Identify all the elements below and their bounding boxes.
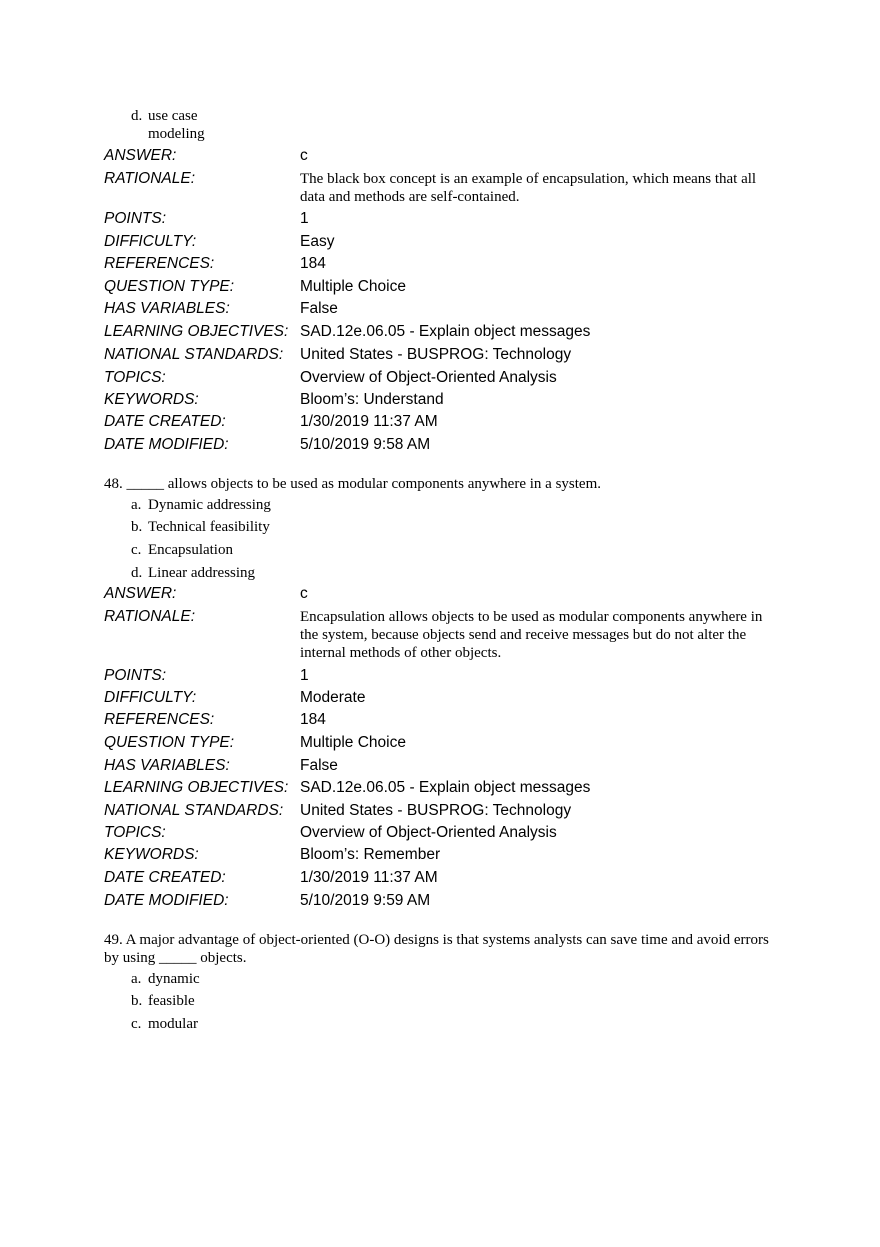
- ns-label: NATIONAL STANDARDS:: [104, 346, 284, 363]
- q47-modified-row: [104, 436, 784, 458]
- created-value: 1/30/2019 11:37 AM: [300, 413, 438, 430]
- ns-value: United States - BUSPROG: Technology: [300, 802, 572, 819]
- points-label: POINTS:: [104, 667, 167, 684]
- option-text: Linear addressing: [148, 565, 256, 581]
- q48-lo-row: [104, 779, 784, 801]
- rationale-label: RATIONALE:: [104, 608, 196, 625]
- q48-option-d: [131, 564, 255, 582]
- q49-option-c: [131, 1015, 198, 1033]
- q47-difficulty-row: [104, 233, 784, 255]
- references-label: REFERENCES:: [104, 255, 215, 272]
- q48-keywords-row: [104, 846, 784, 868]
- q48-topics-row: [104, 824, 784, 846]
- q47-ns-row: [104, 346, 784, 368]
- lo-label: LEARNING OBJECTIVES:: [104, 323, 289, 340]
- option-letter: b.: [131, 519, 143, 535]
- option-text: use case modeling: [148, 108, 205, 142]
- option-letter: c.: [131, 542, 142, 558]
- rationale-label: RATIONALE:: [104, 170, 196, 187]
- modified-label: DATE MODIFIED:: [104, 892, 229, 909]
- q48-rationale-row: [104, 608, 784, 666]
- rationale-text: Encapsulation allows objects to be used as modular components anywhere in the system, because objects send and receive messages but do not alter the internal methods of other objects.: [300, 609, 763, 661]
- modified-label: DATE MODIFIED:: [104, 436, 229, 453]
- q47-answer-row: [104, 147, 784, 169]
- q48-created-row: [104, 869, 784, 891]
- option-text: modular: [148, 1016, 198, 1032]
- q49-option-b: [131, 992, 195, 1010]
- hasvars-label: HAS VARIABLES:: [104, 757, 230, 774]
- option-letter: c.: [131, 1016, 142, 1032]
- qtype-value: Multiple Choice: [300, 734, 406, 751]
- q48-qtype-row: [104, 734, 784, 756]
- answer-value: c: [300, 147, 308, 164]
- created-label: DATE CREATED:: [104, 413, 226, 430]
- topics-label: TOPICS:: [104, 369, 166, 386]
- q47-created-row: [104, 413, 784, 435]
- points-label: POINTS:: [104, 210, 167, 227]
- q48-option-b: [131, 518, 270, 536]
- keywords-label: KEYWORDS:: [104, 846, 199, 863]
- q48-answer-row: [104, 585, 784, 607]
- q47-rationale-row: [104, 170, 784, 210]
- q48-difficulty-row: [104, 689, 784, 711]
- difficulty-label: DIFFICULTY:: [104, 689, 197, 706]
- q49-question-text: 49. A major advantage of object-oriented (O-O) designs is that systems analysts can save time and avoid errors by using _____ objects.: [104, 932, 769, 966]
- option-text: Dynamic addressing: [148, 497, 271, 513]
- hasvars-value: False: [300, 757, 338, 774]
- rationale-text: The black box concept is an example of encapsulation, which means that all data and methods are self-contained.: [300, 171, 757, 205]
- q48-hasvars-row: [104, 757, 784, 779]
- modified-value: 5/10/2019 9:59 AM: [300, 892, 431, 909]
- created-value: 1/30/2019 11:37 AM: [300, 869, 438, 886]
- keywords-value: Bloom’s: Remember: [300, 846, 441, 863]
- lo-label: LEARNING OBJECTIVES:: [104, 779, 289, 796]
- difficulty-value: Easy: [300, 233, 335, 250]
- option-text: feasible: [148, 993, 195, 1009]
- option-letter: a.: [131, 971, 142, 987]
- option-text: Encapsulation: [148, 542, 233, 558]
- answer-label: ANSWER:: [104, 585, 177, 602]
- topics-value: Overview of Object-Oriented Analysis: [300, 824, 557, 841]
- q47-qtype-row: [104, 278, 784, 300]
- ns-value: United States - BUSPROG: Technology: [300, 346, 572, 363]
- option-letter: d.: [131, 565, 143, 581]
- hasvars-value: False: [300, 300, 338, 317]
- points-value: 1: [300, 210, 309, 227]
- points-value: 1: [300, 667, 309, 684]
- difficulty-label: DIFFICULTY:: [104, 233, 197, 250]
- option-letter: a.: [131, 497, 142, 513]
- q48-ns-row: [104, 802, 784, 824]
- q47-hasvars-row: [104, 300, 784, 322]
- q47-lo-row: [104, 323, 784, 345]
- lo-value: SAD.12e.06.05 - Explain object messages: [300, 779, 591, 796]
- q48-modified-row: [104, 892, 784, 914]
- keywords-label: KEYWORDS:: [104, 391, 199, 408]
- ns-label: NATIONAL STANDARDS:: [104, 802, 284, 819]
- q47-keywords-row: [104, 391, 784, 413]
- q48-option-c: [131, 541, 233, 559]
- option-text: Technical feasibility: [148, 519, 270, 535]
- hasvars-label: HAS VARIABLES:: [104, 300, 230, 317]
- references-label: REFERENCES:: [104, 711, 215, 728]
- q48-references-row: [104, 711, 784, 733]
- topics-label: TOPICS:: [104, 824, 166, 841]
- option-letter: b.: [131, 993, 143, 1009]
- references-value: 184: [300, 711, 326, 728]
- difficulty-value: Moderate: [300, 689, 366, 706]
- option-letter: d.: [131, 108, 143, 124]
- references-value: 184: [300, 255, 326, 272]
- q47-references-row: [104, 255, 784, 277]
- keywords-value: Bloom’s: Understand: [300, 391, 444, 408]
- qtype-label: QUESTION TYPE:: [104, 734, 235, 751]
- answer-value: c: [300, 585, 308, 602]
- q48-points-row: [104, 667, 784, 689]
- q48-question-text: 48. _____ allows objects to be used as modular components anywhere in a system.: [104, 476, 601, 492]
- option-text: dynamic: [148, 971, 200, 987]
- answer-label: ANSWER:: [104, 147, 177, 164]
- lo-value: SAD.12e.06.05 - Explain object messages: [300, 323, 591, 340]
- q48-option-a: [131, 496, 271, 514]
- qtype-label: QUESTION TYPE:: [104, 278, 235, 295]
- qtype-value: Multiple Choice: [300, 278, 406, 295]
- created-label: DATE CREATED:: [104, 869, 226, 886]
- q47-option-d: [131, 107, 218, 143]
- q47-topics-row: [104, 369, 784, 391]
- q49-option-a: [131, 970, 200, 988]
- topics-value: Overview of Object-Oriented Analysis: [300, 369, 557, 386]
- q47-points-row: [104, 210, 784, 232]
- modified-value: 5/10/2019 9:58 AM: [300, 436, 431, 453]
